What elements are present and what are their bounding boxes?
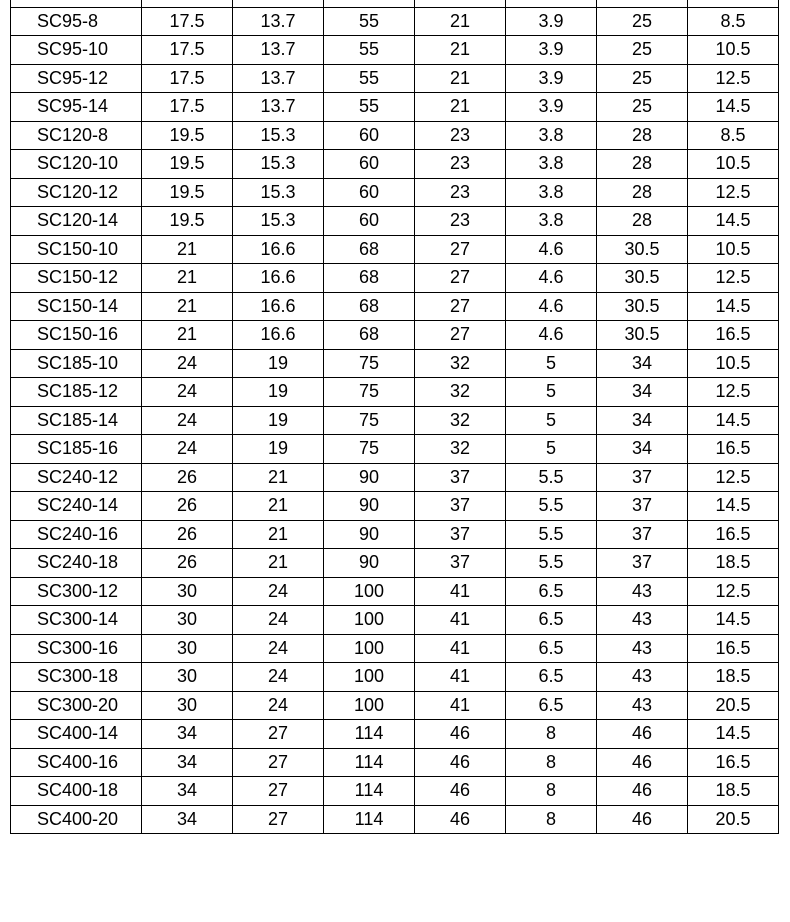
- value-cell: 24: [233, 691, 324, 720]
- value-cell: 17.5: [142, 64, 233, 93]
- value-cell: 14.5: [688, 207, 779, 236]
- value-cell: 10.5: [688, 150, 779, 179]
- table-row: [11, 777, 779, 806]
- value-cell: 23: [415, 121, 506, 150]
- value-cell: 41: [415, 577, 506, 606]
- spec-table: [10, 0, 779, 834]
- value-cell: 5.5: [506, 549, 597, 578]
- value-cell: [415, 0, 506, 7]
- value-cell: 46: [415, 777, 506, 806]
- model-cell: SC185-14: [11, 406, 142, 435]
- value-cell: 8.5: [688, 121, 779, 150]
- table-row: [11, 349, 779, 378]
- model-cell: SC95-10: [11, 36, 142, 65]
- value-cell: 25: [597, 93, 688, 122]
- value-cell: 114: [324, 777, 415, 806]
- model-cell: SC95-12: [11, 64, 142, 93]
- model-cell: SC95-8: [11, 7, 142, 36]
- value-cell: [324, 0, 415, 7]
- table-row: [11, 406, 779, 435]
- value-cell: 68: [324, 321, 415, 350]
- value-cell: 5: [506, 406, 597, 435]
- value-cell: 4.6: [506, 264, 597, 293]
- value-cell: 5.5: [506, 492, 597, 521]
- model-cell: SC300-14: [11, 606, 142, 635]
- value-cell: 13.7: [233, 93, 324, 122]
- value-cell: 5.5: [506, 520, 597, 549]
- value-cell: 46: [415, 720, 506, 749]
- model-cell: SC120-14: [11, 207, 142, 236]
- value-cell: [688, 0, 779, 7]
- value-cell: 26: [142, 492, 233, 521]
- value-cell: 13.7: [233, 64, 324, 93]
- value-cell: [233, 0, 324, 7]
- value-cell: 3.9: [506, 36, 597, 65]
- value-cell: 3.8: [506, 207, 597, 236]
- value-cell: 75: [324, 378, 415, 407]
- value-cell: 41: [415, 606, 506, 635]
- value-cell: 4.6: [506, 292, 597, 321]
- value-cell: 16.6: [233, 264, 324, 293]
- model-cell: SC150-16: [11, 321, 142, 350]
- value-cell: 15.3: [233, 178, 324, 207]
- value-cell: 10.5: [688, 349, 779, 378]
- value-cell: 30: [142, 663, 233, 692]
- value-cell: 21: [142, 321, 233, 350]
- value-cell: 27: [233, 720, 324, 749]
- value-cell: 14.5: [688, 606, 779, 635]
- value-cell: 27: [415, 292, 506, 321]
- value-cell: 43: [597, 577, 688, 606]
- value-cell: 46: [597, 748, 688, 777]
- model-cell: SC185-12: [11, 378, 142, 407]
- value-cell: 46: [597, 805, 688, 834]
- value-cell: 37: [415, 463, 506, 492]
- value-cell: 55: [324, 7, 415, 36]
- table-row: [11, 577, 779, 606]
- value-cell: 10.5: [688, 36, 779, 65]
- value-cell: 55: [324, 93, 415, 122]
- value-cell: 15.3: [233, 207, 324, 236]
- model-cell: SC120-10: [11, 150, 142, 179]
- value-cell: 12.5: [688, 378, 779, 407]
- value-cell: 14.5: [688, 406, 779, 435]
- table-row: [11, 178, 779, 207]
- model-cell: SC150-14: [11, 292, 142, 321]
- value-cell: 3.9: [506, 93, 597, 122]
- value-cell: 21: [142, 292, 233, 321]
- value-cell: 34: [597, 406, 688, 435]
- value-cell: 12.5: [688, 264, 779, 293]
- value-cell: 19.5: [142, 178, 233, 207]
- value-cell: 4.6: [506, 321, 597, 350]
- table-row: [11, 549, 779, 578]
- value-cell: 24: [233, 634, 324, 663]
- table-row: [11, 264, 779, 293]
- table-row: [11, 150, 779, 179]
- value-cell: 68: [324, 264, 415, 293]
- value-cell: 8: [506, 777, 597, 806]
- value-cell: 55: [324, 64, 415, 93]
- value-cell: 30.5: [597, 321, 688, 350]
- value-cell: 28: [597, 178, 688, 207]
- value-cell: 100: [324, 634, 415, 663]
- value-cell: 32: [415, 406, 506, 435]
- value-cell: 34: [142, 777, 233, 806]
- table-row: [11, 663, 779, 692]
- value-cell: 100: [324, 606, 415, 635]
- value-cell: 60: [324, 178, 415, 207]
- value-cell: 37: [597, 520, 688, 549]
- value-cell: 21: [415, 64, 506, 93]
- value-cell: 34: [597, 378, 688, 407]
- value-cell: [506, 0, 597, 7]
- value-cell: 34: [597, 349, 688, 378]
- value-cell: 17.5: [142, 7, 233, 36]
- value-cell: 46: [415, 748, 506, 777]
- value-cell: 24: [142, 349, 233, 378]
- value-cell: 25: [597, 64, 688, 93]
- value-cell: 5: [506, 435, 597, 464]
- value-cell: 6.5: [506, 691, 597, 720]
- value-cell: 60: [324, 121, 415, 150]
- value-cell: 75: [324, 406, 415, 435]
- table-row: [11, 36, 779, 65]
- table-row: [11, 292, 779, 321]
- value-cell: 8: [506, 720, 597, 749]
- value-cell: 5: [506, 349, 597, 378]
- value-cell: 41: [415, 634, 506, 663]
- model-cell: SC240-18: [11, 549, 142, 578]
- value-cell: 24: [142, 406, 233, 435]
- table-row: [11, 235, 779, 264]
- value-cell: 16.6: [233, 292, 324, 321]
- value-cell: 114: [324, 748, 415, 777]
- value-cell: 4.6: [506, 235, 597, 264]
- model-cell: SC240-14: [11, 492, 142, 521]
- value-cell: 23: [415, 150, 506, 179]
- value-cell: 16.6: [233, 321, 324, 350]
- value-cell: 27: [415, 235, 506, 264]
- table-row: [11, 748, 779, 777]
- value-cell: 27: [233, 805, 324, 834]
- value-cell: 34: [142, 805, 233, 834]
- value-cell: 27: [233, 748, 324, 777]
- value-cell: 21: [233, 549, 324, 578]
- model-cell: SC95-14: [11, 93, 142, 122]
- value-cell: 68: [324, 292, 415, 321]
- value-cell: 37: [415, 492, 506, 521]
- value-cell: 24: [233, 577, 324, 606]
- value-cell: 8: [506, 805, 597, 834]
- value-cell: 46: [597, 720, 688, 749]
- table-row: [11, 64, 779, 93]
- table-row: [11, 121, 779, 150]
- value-cell: 30: [142, 606, 233, 635]
- value-cell: 23: [415, 178, 506, 207]
- value-cell: 15.3: [233, 121, 324, 150]
- value-cell: 18.5: [688, 777, 779, 806]
- value-cell: 12.5: [688, 463, 779, 492]
- value-cell: 21: [233, 520, 324, 549]
- value-cell: 68: [324, 235, 415, 264]
- value-cell: 19: [233, 378, 324, 407]
- table-row: [11, 691, 779, 720]
- table-row: [11, 7, 779, 36]
- value-cell: 43: [597, 606, 688, 635]
- model-cell: SC400-20: [11, 805, 142, 834]
- value-cell: 13.7: [233, 7, 324, 36]
- value-cell: 114: [324, 720, 415, 749]
- value-cell: 43: [597, 634, 688, 663]
- value-cell: 90: [324, 549, 415, 578]
- value-cell: 90: [324, 520, 415, 549]
- value-cell: 75: [324, 435, 415, 464]
- value-cell: 12.5: [688, 178, 779, 207]
- value-cell: 24: [233, 606, 324, 635]
- value-cell: 28: [597, 207, 688, 236]
- value-cell: 14.5: [688, 292, 779, 321]
- value-cell: 32: [415, 435, 506, 464]
- value-cell: 12.5: [688, 577, 779, 606]
- value-cell: 23: [415, 207, 506, 236]
- value-cell: 14.5: [688, 720, 779, 749]
- value-cell: 3.8: [506, 121, 597, 150]
- value-cell: 34: [597, 435, 688, 464]
- value-cell: 17.5: [142, 93, 233, 122]
- model-cell: SC300-20: [11, 691, 142, 720]
- value-cell: 41: [415, 691, 506, 720]
- value-cell: 34: [142, 720, 233, 749]
- table-row: [11, 606, 779, 635]
- table-row: [11, 378, 779, 407]
- value-cell: 43: [597, 663, 688, 692]
- value-cell: 19.5: [142, 207, 233, 236]
- value-cell: 30.5: [597, 292, 688, 321]
- value-cell: 55: [324, 36, 415, 65]
- value-cell: 30: [142, 691, 233, 720]
- value-cell: 16.5: [688, 520, 779, 549]
- value-cell: 75: [324, 349, 415, 378]
- value-cell: 21: [233, 463, 324, 492]
- value-cell: 90: [324, 463, 415, 492]
- value-cell: 20.5: [688, 805, 779, 834]
- table-row: [11, 93, 779, 122]
- value-cell: 41: [415, 663, 506, 692]
- value-cell: 16.5: [688, 748, 779, 777]
- value-cell: 30.5: [597, 264, 688, 293]
- value-cell: 27: [233, 777, 324, 806]
- value-cell: 26: [142, 549, 233, 578]
- value-cell: 24: [142, 378, 233, 407]
- value-cell: 37: [597, 549, 688, 578]
- value-cell: 100: [324, 663, 415, 692]
- value-cell: 32: [415, 349, 506, 378]
- value-cell: 37: [415, 520, 506, 549]
- value-cell: 6.5: [506, 606, 597, 635]
- model-cell: SC300-12: [11, 577, 142, 606]
- value-cell: 21: [142, 235, 233, 264]
- table-row: [11, 520, 779, 549]
- value-cell: 32: [415, 378, 506, 407]
- table-row: [11, 463, 779, 492]
- value-cell: 25: [597, 36, 688, 65]
- value-cell: 6.5: [506, 577, 597, 606]
- value-cell: 8: [506, 748, 597, 777]
- model-cell: SC240-12: [11, 463, 142, 492]
- value-cell: 100: [324, 577, 415, 606]
- value-cell: 16.6: [233, 235, 324, 264]
- value-cell: 16.5: [688, 634, 779, 663]
- value-cell: 10.5: [688, 235, 779, 264]
- value-cell: [597, 0, 688, 7]
- value-cell: 37: [597, 463, 688, 492]
- table-row: [11, 634, 779, 663]
- value-cell: 3.8: [506, 178, 597, 207]
- table-row-clipped: [11, 0, 779, 7]
- value-cell: 28: [597, 121, 688, 150]
- value-cell: 16.5: [688, 435, 779, 464]
- table-row: [11, 805, 779, 834]
- value-cell: [142, 0, 233, 7]
- value-cell: 19.5: [142, 150, 233, 179]
- value-cell: 27: [415, 321, 506, 350]
- value-cell: 30.5: [597, 235, 688, 264]
- table-row: [11, 492, 779, 521]
- table-row: [11, 207, 779, 236]
- model-cell: SC120-12: [11, 178, 142, 207]
- value-cell: 37: [415, 549, 506, 578]
- value-cell: 27: [415, 264, 506, 293]
- table-row: [11, 435, 779, 464]
- value-cell: 21: [415, 93, 506, 122]
- value-cell: 20.5: [688, 691, 779, 720]
- model-cell: SC185-16: [11, 435, 142, 464]
- value-cell: 28: [597, 150, 688, 179]
- model-cell: SC120-8: [11, 121, 142, 150]
- model-cell: SC185-10: [11, 349, 142, 378]
- value-cell: 30: [142, 577, 233, 606]
- value-cell: 60: [324, 150, 415, 179]
- value-cell: 6.5: [506, 663, 597, 692]
- value-cell: 21: [142, 264, 233, 293]
- model-cell: SC150-12: [11, 264, 142, 293]
- value-cell: 3.9: [506, 64, 597, 93]
- table-row: [11, 720, 779, 749]
- value-cell: 114: [324, 805, 415, 834]
- value-cell: 90: [324, 492, 415, 521]
- value-cell: 5.5: [506, 463, 597, 492]
- value-cell: 19: [233, 435, 324, 464]
- value-cell: 19.5: [142, 121, 233, 150]
- value-cell: 19: [233, 406, 324, 435]
- value-cell: 21: [415, 36, 506, 65]
- value-cell: 34: [142, 748, 233, 777]
- model-cell: SC300-16: [11, 634, 142, 663]
- model-cell: SC400-14: [11, 720, 142, 749]
- value-cell: 46: [415, 805, 506, 834]
- table-row: [11, 321, 779, 350]
- value-cell: 6.5: [506, 634, 597, 663]
- value-cell: 14.5: [688, 93, 779, 122]
- value-cell: 12.5: [688, 64, 779, 93]
- value-cell: 15.3: [233, 150, 324, 179]
- value-cell: 46: [597, 777, 688, 806]
- value-cell: 17.5: [142, 36, 233, 65]
- value-cell: 30: [142, 634, 233, 663]
- value-cell: 26: [142, 463, 233, 492]
- value-cell: 60: [324, 207, 415, 236]
- value-cell: 16.5: [688, 321, 779, 350]
- model-cell: SC150-10: [11, 235, 142, 264]
- value-cell: 21: [415, 7, 506, 36]
- value-cell: 19: [233, 349, 324, 378]
- value-cell: 3.9: [506, 7, 597, 36]
- value-cell: 5: [506, 378, 597, 407]
- value-cell: 14.5: [688, 492, 779, 521]
- value-cell: 18.5: [688, 549, 779, 578]
- model-cell: SC300-18: [11, 663, 142, 692]
- value-cell: 43: [597, 691, 688, 720]
- value-cell: 3.8: [506, 150, 597, 179]
- value-cell: 8.5: [688, 7, 779, 36]
- value-cell: 26: [142, 520, 233, 549]
- model-cell: SC400-16: [11, 748, 142, 777]
- value-cell: 24: [142, 435, 233, 464]
- value-cell: 100: [324, 691, 415, 720]
- value-cell: 25: [597, 7, 688, 36]
- value-cell: 18.5: [688, 663, 779, 692]
- spec-table-body: [11, 0, 779, 834]
- value-cell: 37: [597, 492, 688, 521]
- value-cell: 13.7: [233, 36, 324, 65]
- value-cell: 24: [233, 663, 324, 692]
- model-cell: SC400-18: [11, 777, 142, 806]
- value-cell: 21: [233, 492, 324, 521]
- model-cell: SC240-16: [11, 520, 142, 549]
- model-cell: [11, 0, 142, 7]
